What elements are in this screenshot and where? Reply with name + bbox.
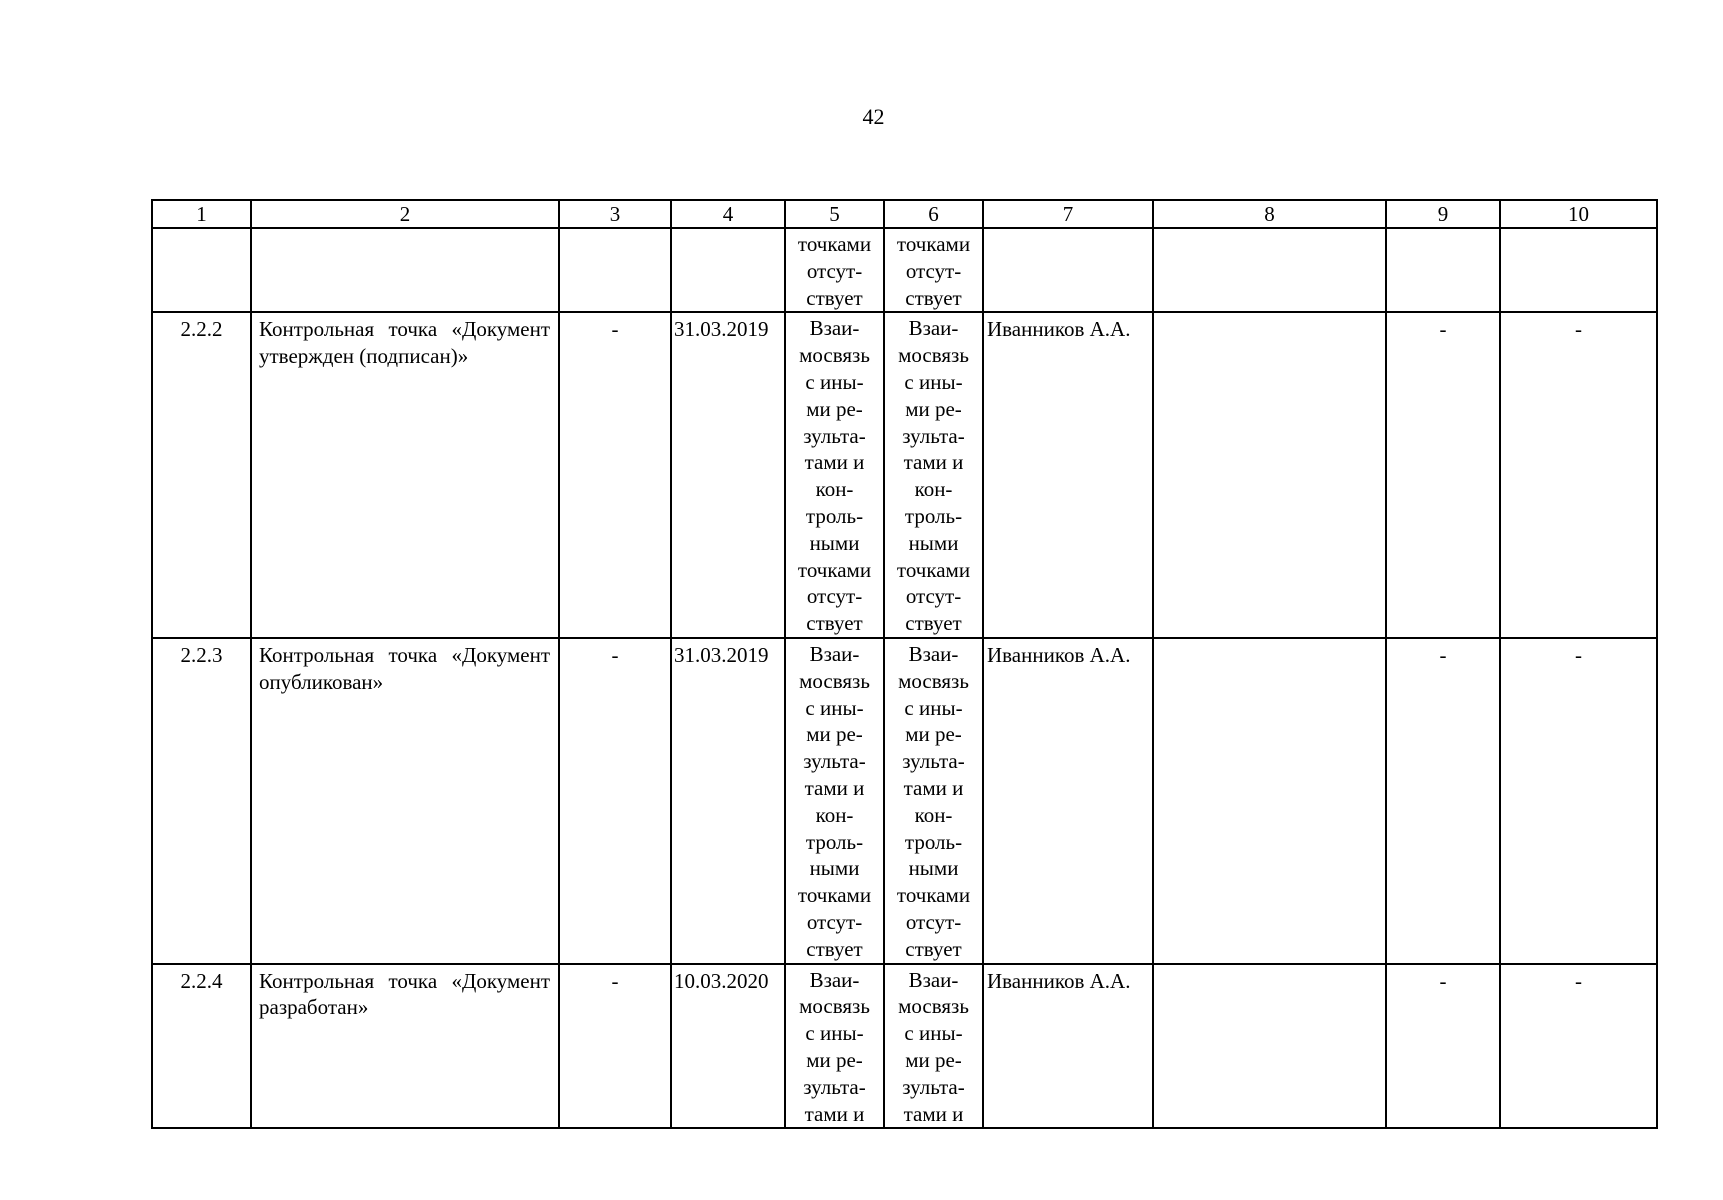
table-cell bbox=[1153, 228, 1386, 312]
cell-line: отсут- bbox=[806, 258, 863, 283]
cell-line: зульта- bbox=[803, 749, 866, 774]
header-cell: 8 bbox=[1153, 200, 1386, 228]
cell-line: ствует bbox=[806, 285, 863, 310]
cell-line: ствует bbox=[806, 611, 863, 636]
cell-line: ми ре- bbox=[905, 1047, 962, 1072]
cell-line: зульта- bbox=[902, 423, 965, 448]
cell-line: ствует bbox=[806, 936, 863, 961]
cell-line: троль- bbox=[904, 829, 963, 854]
table-cell bbox=[671, 228, 785, 312]
relation-cell bbox=[884, 228, 983, 312]
cell-line: с ины- bbox=[805, 695, 864, 720]
relation-cell bbox=[785, 228, 884, 312]
cell-line: ствует bbox=[905, 936, 962, 961]
table-cell: - bbox=[1500, 312, 1657, 638]
responsible-person: Иванников А.А. bbox=[983, 964, 1153, 1129]
cell-line: троль- bbox=[805, 503, 864, 528]
cell-line: мосвязь bbox=[799, 343, 870, 368]
cell-line: ми ре- bbox=[905, 722, 962, 747]
relation-cell bbox=[785, 312, 884, 638]
item-number: 2.2.3 bbox=[152, 638, 251, 964]
cell-line: тами и bbox=[804, 450, 865, 475]
table-cell: - bbox=[1386, 312, 1500, 638]
cell-line: Взаи- bbox=[809, 967, 860, 992]
deadline-date: 31.03.2019 bbox=[671, 638, 785, 964]
cell-line: кон- bbox=[914, 802, 953, 827]
cell-line: ными bbox=[809, 530, 860, 555]
schedule-table bbox=[151, 199, 1658, 1129]
cell-line: отсут- bbox=[806, 909, 863, 934]
cell-line: тами и bbox=[804, 1101, 865, 1126]
table-cell: - bbox=[1386, 638, 1500, 964]
cell-line: Взаи- bbox=[809, 641, 860, 666]
cell-line: точками bbox=[797, 232, 872, 256]
cell-line: ми ре- bbox=[806, 1047, 863, 1072]
header-cell: 3 bbox=[559, 200, 671, 228]
deadline-date: 31.03.2019 bbox=[671, 312, 785, 638]
responsible-person: Иванников А.А. bbox=[983, 312, 1153, 638]
cell-line: отсут- bbox=[905, 258, 962, 283]
page-number: 42 bbox=[862, 104, 885, 129]
table-header-row bbox=[152, 200, 1657, 228]
cell-line: ствует bbox=[905, 285, 962, 310]
header-cell: 4 bbox=[671, 200, 785, 228]
header-cell: 6 bbox=[884, 200, 983, 228]
item-name: Контрольная точка «Документ утвержден (подписан)» bbox=[251, 312, 559, 638]
cell-line: кон- bbox=[815, 477, 854, 502]
item-number: 2.2.2 bbox=[152, 312, 251, 638]
cell-line: точками bbox=[896, 883, 971, 908]
table-cell bbox=[1153, 312, 1386, 638]
cell-line: отсут- bbox=[806, 584, 863, 609]
table-cell bbox=[559, 228, 671, 312]
cell-line: ствует bbox=[905, 611, 962, 636]
cell-line: троль- bbox=[904, 503, 963, 528]
item-name: Контрольная точка «Документ опубликован» bbox=[251, 638, 559, 964]
cell-line: точками bbox=[896, 557, 971, 582]
table-cell: - bbox=[1500, 964, 1657, 1129]
cell-line: мосвязь bbox=[898, 994, 969, 1019]
table-cell bbox=[152, 228, 251, 312]
header-cell: 5 bbox=[785, 200, 884, 228]
table-cell: - bbox=[559, 964, 671, 1129]
header-cell: 9 bbox=[1386, 200, 1500, 228]
cell-line: Взаи- bbox=[908, 967, 959, 992]
header-cell: 1 bbox=[152, 200, 251, 228]
table-cell: - bbox=[559, 638, 671, 964]
cell-line: троль- bbox=[805, 829, 864, 854]
item-number: 2.2.4 bbox=[152, 964, 251, 1129]
cell-line: ми ре- bbox=[806, 396, 863, 421]
cell-line: Взаи- bbox=[809, 316, 860, 341]
cell-line: зульта- bbox=[803, 1074, 866, 1099]
table-cell: - bbox=[1386, 964, 1500, 1129]
responsible-person: Иванников А.А. bbox=[983, 638, 1153, 964]
cell-line: зульта- bbox=[902, 1074, 965, 1099]
cell-line: с ины- bbox=[904, 695, 963, 720]
table-cell bbox=[1500, 228, 1657, 312]
header-cell: 2 bbox=[251, 200, 559, 228]
table-row bbox=[152, 638, 1657, 964]
header-cell: 7 bbox=[983, 200, 1153, 228]
cell-line: мосвязь bbox=[898, 343, 969, 368]
cell-line: ми ре- bbox=[905, 396, 962, 421]
table-cell bbox=[1153, 964, 1386, 1129]
cell-line: кон- bbox=[914, 477, 953, 502]
cell-line: тами и bbox=[903, 450, 964, 475]
cell-line: ми ре- bbox=[806, 722, 863, 747]
table-cell: - bbox=[1500, 638, 1657, 964]
relation-cell bbox=[785, 638, 884, 964]
relation-cell bbox=[785, 964, 884, 1129]
cell-line: ными bbox=[908, 530, 959, 555]
cell-line: с ины- bbox=[805, 1021, 864, 1046]
table-cell bbox=[1386, 228, 1500, 312]
cell-line: с ины- bbox=[904, 369, 963, 394]
cell-line: отсут- bbox=[905, 584, 962, 609]
cell-line: тами и bbox=[804, 775, 865, 800]
cell-line: мосвязь bbox=[898, 668, 969, 693]
cell-line: Взаи- bbox=[908, 641, 959, 666]
relation-cell bbox=[884, 638, 983, 964]
cell-line: ными bbox=[809, 856, 860, 881]
cell-line: зульта- bbox=[803, 423, 866, 448]
cell-line: точками bbox=[797, 883, 872, 908]
cell-line: тами и bbox=[903, 775, 964, 800]
table-cell bbox=[1153, 638, 1386, 964]
cell-line: точками bbox=[797, 557, 872, 582]
table-row-continuation bbox=[152, 228, 1657, 312]
cell-line: отсут- bbox=[905, 909, 962, 934]
table-row bbox=[152, 964, 1657, 1129]
item-name: Контрольная точка «Документ разработан» bbox=[251, 964, 559, 1129]
cell-line: кон- bbox=[815, 802, 854, 827]
table-cell: - bbox=[559, 312, 671, 638]
cell-line: Взаи- bbox=[908, 316, 959, 341]
cell-line: с ины- bbox=[805, 369, 864, 394]
table-row bbox=[152, 312, 1657, 638]
cell-line: ными bbox=[908, 856, 959, 881]
cell-line: точками bbox=[896, 232, 971, 256]
relation-cell bbox=[884, 312, 983, 638]
header-cell: 10 bbox=[1500, 200, 1657, 228]
table-cell bbox=[251, 228, 559, 312]
relation-cell bbox=[884, 964, 983, 1129]
cell-line: с ины- bbox=[904, 1021, 963, 1046]
cell-line: мосвязь bbox=[799, 668, 870, 693]
cell-line: тами и bbox=[903, 1101, 964, 1126]
cell-line: мосвязь bbox=[799, 994, 870, 1019]
table-cell bbox=[983, 228, 1153, 312]
cell-line: зульта- bbox=[902, 749, 965, 774]
deadline-date: 10.03.2020 bbox=[671, 964, 785, 1129]
